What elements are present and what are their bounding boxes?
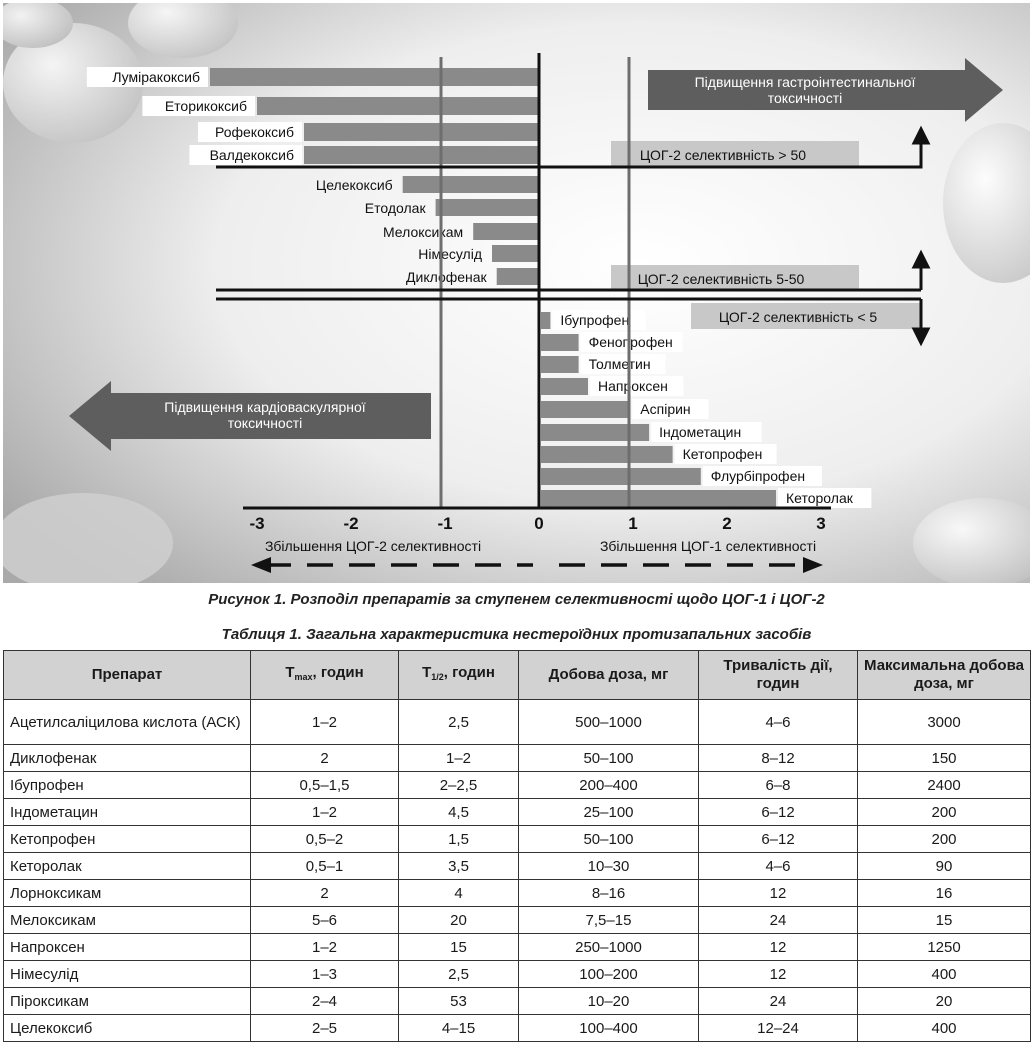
drug-label-cox2-4: Целекоксиб	[315, 177, 393, 193]
drug-label-cox2-7: Німесулід	[418, 246, 482, 262]
bar-cox2-2	[304, 123, 539, 141]
table-cell: 7,5–15	[519, 907, 699, 934]
table-cell: 16	[858, 880, 1031, 907]
table-cell: 2,5	[399, 961, 519, 988]
bar-cox1-6	[541, 446, 673, 463]
drug-label-cox1-3: Напроксен	[598, 378, 668, 394]
table-cell: 3,5	[399, 853, 519, 880]
bar-cox2-4	[403, 176, 539, 193]
bar-cox2-5	[436, 199, 539, 216]
table-cell: 20	[399, 907, 519, 934]
col-drug: Препарат	[4, 651, 251, 700]
bar-cox1-2	[541, 356, 579, 373]
gi-arrow-line1: Підвищення гастроінтестинальної	[694, 74, 916, 90]
table-row	[4, 934, 1031, 961]
table-cell: Диклофенак	[4, 745, 251, 772]
table-cell: 15	[858, 907, 1031, 934]
table-cell: 100–200	[519, 961, 699, 988]
table-cell: 1250	[858, 934, 1031, 961]
table-cell: 4	[399, 880, 519, 907]
table-cell: 400	[858, 961, 1031, 988]
table-cell: Напроксен	[4, 934, 251, 961]
bar-cox1-4	[541, 401, 630, 418]
table-cell: 25–100	[519, 799, 699, 826]
drug-label-cox1-1: Фенопрофен	[588, 334, 673, 350]
table-cell: 1–2	[251, 934, 399, 961]
axis-right-label: Збільшення ЦОГ-1 селективності	[599, 538, 817, 554]
col-tmax: $T_{max}$, годин	[251, 651, 399, 700]
cox2-gt50-label: ЦОГ-2 селективність > 50	[639, 147, 807, 163]
table-cell: 0,5–1	[251, 853, 399, 880]
drug-label-cox1-0: Ібупрофен	[560, 312, 630, 328]
drug-label-cox1-7: Флурбіпрофен	[710, 468, 806, 484]
cox2-lt5-label: ЦОГ-2 селективність < 5	[718, 309, 878, 325]
bar-cox2-8	[497, 268, 539, 285]
table-cell: 20	[858, 988, 1031, 1015]
table-cell: 53	[399, 988, 519, 1015]
table-row	[4, 700, 1031, 745]
table-cell: 4–6	[699, 853, 858, 880]
table-cell: 2	[251, 880, 399, 907]
drug-label-cox2-3: Валдекоксиб	[209, 147, 294, 163]
drug-label-cox1-4: Аспірин	[640, 401, 691, 417]
table-cell: Ацетилсаліцилова кислота (АСК)	[4, 700, 251, 745]
col-max-dose: Максимальна добова доза, мг	[858, 651, 1031, 700]
table-cell: Німесулід	[4, 961, 251, 988]
cv-arrow-line2: токсичності	[227, 415, 303, 431]
table-cell: 5–6	[251, 907, 399, 934]
table-cell: 1–2	[251, 799, 399, 826]
bar-cox2-3	[304, 146, 539, 164]
table-cell: 4–15	[399, 1015, 519, 1042]
table-cell: 200	[858, 799, 1031, 826]
drug-label-cox2-5: Етодолак	[364, 200, 426, 216]
drug-label-cox2-2: Рофекоксиб	[214, 124, 294, 140]
table-cell: Целекоксиб	[4, 1015, 251, 1042]
table-cell: 0,5–1,5	[251, 772, 399, 799]
x-tick-label: 0	[534, 514, 544, 533]
table-cell: 0,5–2	[251, 826, 399, 853]
table-row	[4, 745, 1031, 772]
cv-arrow-line1: Підвищення кардіоваскулярної	[164, 399, 366, 415]
bar-cox1-1	[541, 334, 579, 351]
table-cell: 250–1000	[519, 934, 699, 961]
table-cell: 2–2,5	[399, 772, 519, 799]
table-cell: 1–3	[251, 961, 399, 988]
table-cell: 500–1000	[519, 700, 699, 745]
drug-label-cox1-8: Кеторолак	[786, 490, 853, 506]
table-cell: 2	[251, 745, 399, 772]
table-cell: 3000	[858, 700, 1031, 745]
drug-label-cox2-8: Диклофенак	[406, 269, 487, 285]
table-row	[4, 988, 1031, 1015]
table-cell: 6–8	[699, 772, 858, 799]
bar-cox2-6	[473, 223, 539, 240]
x-tick-label: 1	[628, 514, 638, 533]
drug-label-cox2-6: Мелоксикам	[382, 224, 464, 240]
table-cell: 150	[858, 745, 1031, 772]
bar-cox2-0	[210, 68, 539, 86]
table-cell: 10–30	[519, 853, 699, 880]
x-tick-label: -3	[249, 514, 265, 533]
drug-label-cox1-2: Толметин	[588, 356, 651, 372]
table-row	[4, 880, 1031, 907]
table-cell: 200	[858, 826, 1031, 853]
table-cell: 10–20	[519, 988, 699, 1015]
table-cell: 1,5	[399, 826, 519, 853]
table-row	[4, 826, 1031, 853]
table-cell: 8–12	[699, 745, 858, 772]
table-row	[4, 961, 1031, 988]
drug-label-cox1-5: Індометацин	[659, 424, 742, 440]
table-cell: 1–2	[251, 700, 399, 745]
table-cell: 6–12	[699, 799, 858, 826]
table-cell: Кетопрофен	[4, 826, 251, 853]
table-cell: 50–100	[519, 745, 699, 772]
table-cell: 200–400	[519, 772, 699, 799]
table-cell: 24	[699, 907, 858, 934]
table-row	[4, 772, 1031, 799]
table-cell: Кеторолак	[4, 853, 251, 880]
table-cell: 2–4	[251, 988, 399, 1015]
x-tick-label: -1	[437, 514, 453, 533]
table-cell: 100–400	[519, 1015, 699, 1042]
table-cell: 400	[858, 1015, 1031, 1042]
drug-label-cox2-1: Еторикоксиб	[164, 98, 247, 114]
x-tick-label: -2	[343, 514, 359, 533]
table-cell: 12	[699, 961, 858, 988]
nsaid-table	[3, 650, 1031, 1042]
bar-cox1-0	[541, 312, 550, 329]
table-cell: 12	[699, 934, 858, 961]
table-cell: 12–24	[699, 1015, 858, 1042]
table-cell: 2400	[858, 772, 1031, 799]
table-header-row	[4, 651, 1031, 700]
axis-left-label: Збільшення ЦОГ-2 селективності	[264, 538, 482, 554]
drug-label-cox2-0: Луміракоксиб	[112, 69, 200, 85]
table-cell: Ібупрофен	[4, 772, 251, 799]
figure-caption: Рисунок 1. Розподіл препаратів за ступенем селективності щодо ЦОГ-1 і ЦОГ-2	[208, 591, 825, 608]
table-cell: Індометацин	[4, 799, 251, 826]
col-dose: Добова доза, мг	[519, 651, 699, 700]
bar-cox2-1	[257, 97, 539, 115]
bar-cox1-3	[541, 378, 588, 395]
bar-cox2-7	[492, 245, 539, 262]
table-cell: 24	[699, 988, 858, 1015]
table-cell: 1–2	[399, 745, 519, 772]
gi-arrow-line2: токсичності	[767, 90, 843, 106]
table-cell: 12	[699, 880, 858, 907]
table-cell: 90	[858, 853, 1031, 880]
table-row	[4, 1015, 1031, 1042]
table-cell: 8–16	[519, 880, 699, 907]
table-row	[4, 853, 1031, 880]
table-row	[4, 799, 1031, 826]
table-cell: 6–12	[699, 826, 858, 853]
bar-cox1-7	[541, 468, 701, 485]
table-cell: 50–100	[519, 826, 699, 853]
x-tick-label: 3	[816, 514, 826, 533]
table-cell: 4,5	[399, 799, 519, 826]
col-duration: Тривалість дії, годин	[699, 651, 858, 700]
table-cell: 2,5	[399, 700, 519, 745]
table-cell: Мелоксикам	[4, 907, 251, 934]
selectivity-chart	[3, 3, 1030, 583]
table-cell: 2–5	[251, 1015, 399, 1042]
table-cell: 4–6	[699, 700, 858, 745]
table-cell: Лорноксикам	[4, 880, 251, 907]
bar-cox1-8	[541, 490, 776, 507]
bar-cox1-5	[541, 424, 649, 441]
table-cell: 15	[399, 934, 519, 961]
col-thalf: $T_{1/2}$, годин	[399, 651, 519, 700]
table-cell: Піроксикам	[4, 988, 251, 1015]
drug-label-cox1-6: Кетопрофен	[682, 446, 763, 462]
table-title: Таблиця 1. Загальна характеристика нестероїдних протизапальних засобів	[221, 626, 812, 643]
x-tick-label: 2	[722, 514, 732, 533]
cox2-5-50-label: ЦОГ-2 селективність 5-50	[637, 271, 805, 287]
table-row	[4, 907, 1031, 934]
